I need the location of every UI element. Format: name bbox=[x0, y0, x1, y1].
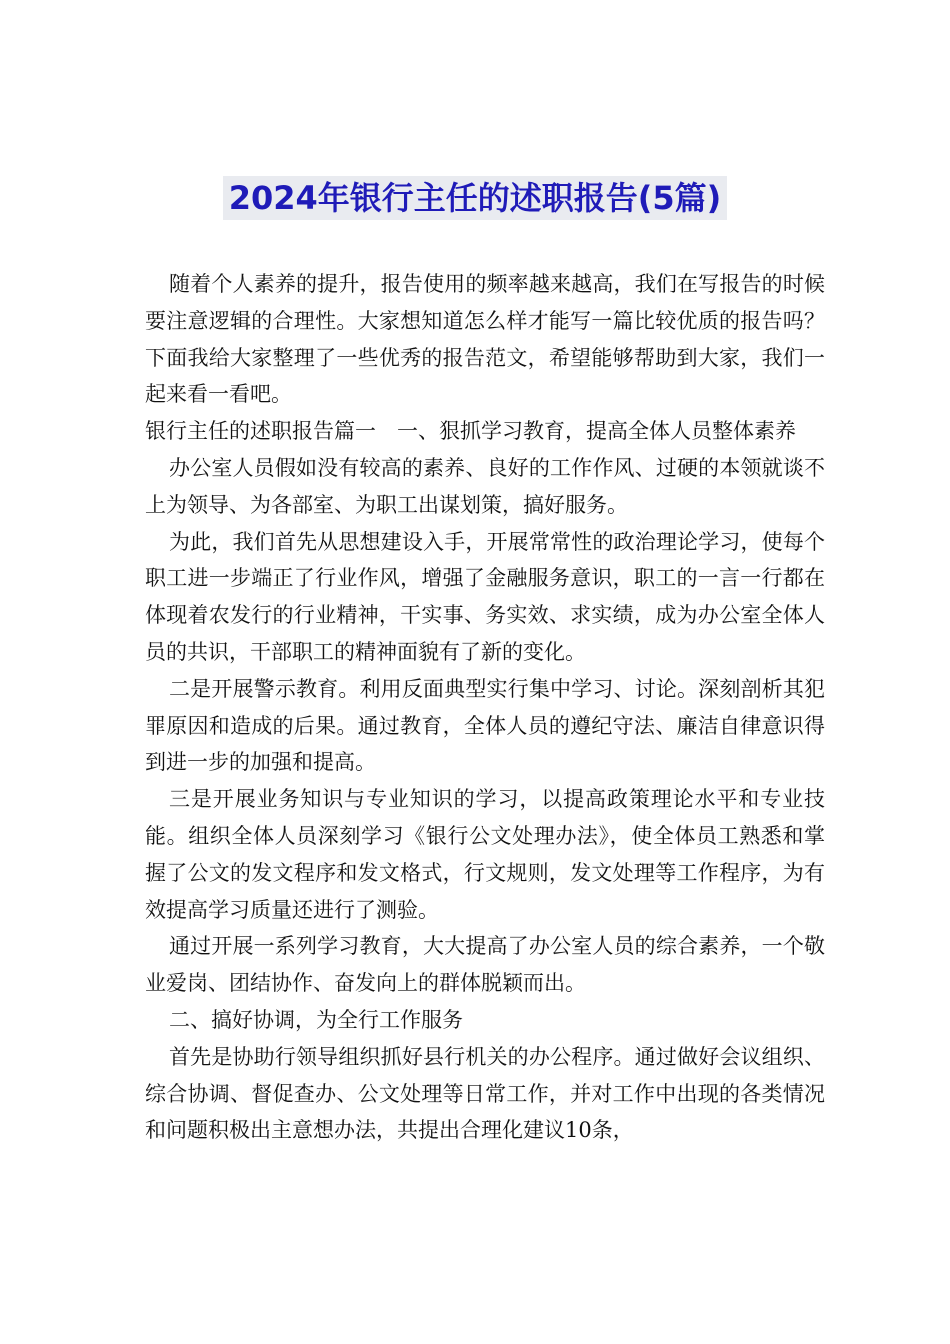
paragraph-intro: 随着个人素养的提升，报告使用的频率越来越高，我们在写报告的时候要注意逻辑的合理性。大家想知道怎么样才能写一篇比较优质的报告吗？下面我给大家整理了一些优秀的报告范文，希望能够帮助到大家，我们一起来看一看吧。 bbox=[145, 272, 825, 407]
paragraph: 为此，我们首先从思想建设入手，开展常常性的政治理论学习，使每个职工进一步端正了行业作风，增强了金融服务意识，职工的一言一行都在体现着农发行的行业精神，干实事、务实效、求实绩，成为办公室全体人员的共识，干部职工的精神面貌有了新的变化。 bbox=[145, 529, 825, 664]
paragraph: 二是开展警示教育。利用反面典型实行集中学习、讨论。深刻剖析其犯罪原因和造成的后果。通过教育，全体人员的遵纪守法、廉洁自律意识得到进一步的加强和提高。 bbox=[145, 676, 825, 775]
paragraph: 办公室人员假如没有较高的素养、良好的工作作风、过硬的本领就谈不上为领导、为各部室、为职工出谋划策，搞好服务。 bbox=[145, 455, 825, 517]
paragraph-subheading: 二、搞好协调，为全行工作服务 bbox=[169, 1007, 463, 1032]
document-title: 2024年银行主任的述职报告(5篇) bbox=[223, 176, 728, 220]
paragraph-section-heading: 银行主任的述职报告篇一 一、狠抓学习教育，提高全体人员整体素养 bbox=[145, 419, 796, 444]
title-container bbox=[0, 176, 950, 220]
document-body bbox=[145, 266, 825, 1149]
paragraph: 通过开展一系列学习教育，大大提高了办公室人员的综合素养，一个敬业爱岗、团结协作、奋发向上的群体脱颖而出。 bbox=[145, 934, 825, 996]
paragraph: 三是开展业务知识与专业知识的学习，以提高政策理论水平和专业技能。组织全体人员深刻学习《银行公文处理办法》，使全体员工熟悉和掌握了公文的发文程序和发文格式，行文规则，发文处理等工作程序，为有效提高学习质量还进行了测验。 bbox=[145, 787, 825, 922]
paragraph: 首先是协助行领导组织抓好县行机关的办公程序。通过做好会议组织、综合协调、督促查办、公文处理等日常工作，并对工作中出现的各类情况和问题积极出主意想办法，共提出合理化建议10条， bbox=[145, 1044, 825, 1143]
